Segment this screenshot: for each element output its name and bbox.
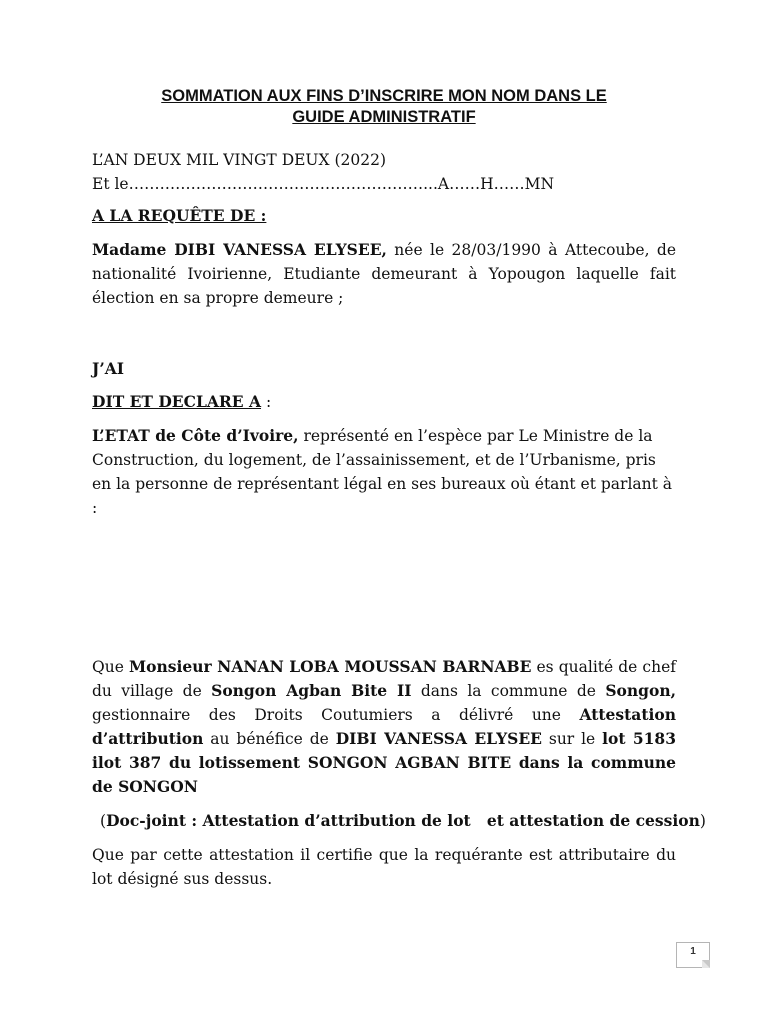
dit-declare-colon: : (261, 393, 272, 411)
requerante-details: née le 28/03/1990 à Attecoube, de nationalité Ivoirienne, Etudiante demeurant à Yopougon laquelle fait élection en sa propre demeure ; (92, 241, 677, 307)
date-time-line: Et le…………………………………………………...A……H……MN (92, 175, 555, 193)
date-block (92, 148, 676, 196)
document-page (92, 86, 706, 891)
village-name: Songon Agban Bite II (211, 681, 412, 700)
etat-name: L’ETAT de Côte d’Ivoire, (92, 426, 299, 445)
que-text-5: au bénéfice de (203, 730, 336, 748)
page-number: 1 (690, 946, 696, 957)
que-text-3: dans la commune de (411, 682, 606, 700)
page-curl-icon (702, 960, 710, 968)
lot-designation: lot 5183 ilot 387 du lotissement SONGON AGBAN BITE dans la commune de SONGON (92, 729, 676, 796)
beneficiaire-name: DIBI VANESSA ELYSEE (335, 729, 542, 748)
que-text-2: es qualité de chef du village de (92, 658, 677, 700)
dit-declare-heading (92, 390, 676, 414)
jai-heading: J’AI (92, 359, 125, 378)
attestation-paragraph (92, 655, 676, 799)
doc-joint-label: Doc-joint : Attestation d’attribution de lot et attestation de cession (106, 811, 700, 830)
que-text-6: sur le (541, 730, 603, 748)
chef-name: Monsieur NANAN LOBA MOUSSAN BARNABE (128, 657, 532, 676)
doc-joint-line (92, 809, 706, 833)
requete-paragraph (92, 238, 676, 310)
que-text-4: gestionnaire des Droits Coutumiers a délivré une (92, 706, 580, 724)
etat-details: représenté en l’espèce par Le Ministre de la Construction, du logement, de l’assainissement, et de l’Urbanisme, pris en la personne de représentant légal en ses bureaux où étant et parlant à : (92, 427, 673, 517)
title-line-2: GUIDE ADMINISTRATIF (292, 108, 476, 126)
que-text-1: Que (92, 658, 129, 676)
date-year-line: L’AN DEUX MIL VINGT DEUX (2022) (92, 151, 387, 169)
title-line-1: SOMMATION AUX FINS D’INSCRIRE MON NOM DANS LE (161, 87, 607, 105)
etat-paragraph (92, 424, 676, 520)
requete-heading: A LA REQUÊTE DE : (92, 206, 267, 225)
doc-joint-close-paren: ) (699, 812, 706, 830)
requerante-name: Madame DIBI VANESSA ELYSEE, (92, 240, 387, 259)
final-paragraph: Que par cette attestation il certifie que la requérante est attributaire du lot désigné sus dessus. (92, 846, 676, 888)
attestation-type: Attestation d’attribution (92, 705, 676, 748)
page-number-box (676, 942, 710, 968)
doc-joint-open-paren: ( (100, 812, 107, 830)
document-title (92, 86, 676, 128)
commune-name: Songon, (605, 681, 676, 700)
dit-declare-label: DIT ET DECLARE A (92, 392, 262, 411)
